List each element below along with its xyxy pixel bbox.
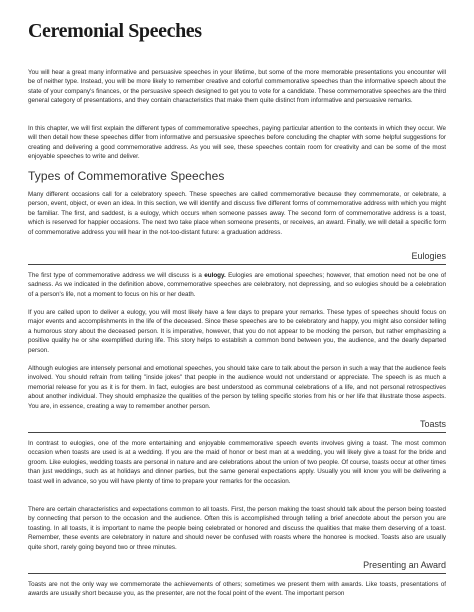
eulogies-paragraph-2: If you are called upon to deliver a eulogy, you will most likely have a few days to prepare your remarks. These types of speeches should focus on major events and accomplishments in the life of the deceased. Since these speeches are to be celebratory and happy, you might also consider telling a humorous story about the deceased person. It is imperative, however, that you do not appear to be mocking the person, but rather emphasizing a positive quality he or she exemplified during life. This story helps to establish a common bond between you, the audience, and the dearly departed person.	[28, 309, 446, 354]
section-divider	[28, 573, 446, 574]
eulogy-term: eulogy.	[204, 272, 226, 279]
section-divider	[28, 432, 446, 433]
section-heading-types: Types of Commemorative Speeches	[28, 169, 225, 183]
section-divider	[28, 264, 446, 265]
toasts-paragraph-2: There are certain characteristics and expectations common to all toasts. First, the person making the toast should talk about the person being toasted by connecting that person to the occasion and the audience. Often this is accomplished through telling a brief anecdote about the person you are toasting. In all toasts, it is important to name the people being celebrated or honored and discuss the qualities that make them deserving of a toast. Remember, these events are celebratory in nature and should never be confused with roasts where the honoree is mocked. Toasts also are usually quite short, rarely going beyond two or three minutes.	[28, 506, 446, 551]
eulogies-p1-text-after: Eulogies are emotional speeches; however, that emotion need not be one of sadness. As we indicated in the definition above, commemorative speeches are celebratory, not depressing, and so eulogies should be a celebration of a person's life, not a moment to focus on his or her death.	[28, 272, 447, 298]
page-title: Ceremonial Speeches	[28, 20, 202, 42]
eulogies-paragraph-1	[28, 271, 446, 299]
eulogies-paragraph-3: Although eulogies are intensely personal and emotional speeches, you should take care to talk about the person in such a way that the audience feels involved. You should refrain from telling "inside jokes" that people in the audience would not understand or appreciate. The speech is as much a memorial release for you as it is for them. In fact, eulogies are best understood as communal celebrations of a life, and not personal retrospectives about another individual. They should emphasize the qualities of the person by telling specific stories from his or her life that illustrate those aspects. You are, in essence, creating a way to remember another person.	[28, 365, 446, 410]
types-paragraph-1: Many different occasions call for a celebratory speech. These speeches are called commemorative because they commemorate, or celebrate, a person, event, object, or even an idea. In this section, we will identify and discuss five different forms of commemorative address with which you might be familiar. The first, and saddest, is a eulogy, which occurs when someone passes away. The second form of commemorative address is a toast, which is reserved for happier occasions. The next two take place when someone presents, or receives, an award. Finally, we will detail a specific form of commemorative address you will hear in the not-too-distant future: a graduation address.	[28, 191, 446, 236]
intro-paragraph-2: In this chapter, we will first explain the different types of commemorative speeches, paying particular attention to the contexts in which they occur. We will then detail how these speeches differ from informative and persuasive speeches before concluding the chapter with some helpful suggestions for creating and delivering a good commemorative address. As you will see, these speeches contain room for creativity and can be some of the most enjoyable speeches to write and deliver.	[28, 125, 446, 161]
intro-paragraph-1: You will hear a great many informative and persuasive speeches in your lifetime, but some of the more memorable presentations you encounter will be of neither type. Instead, you will be more likely to remember creative and colorful commemorative speeches than the informative speech about the state of your company's finances, or the persuasive speech designed to get you to vote for a candidate. These commemorative speeches are the third general category of presentations, and they contain characteristics that make them quite distinct from informative and persuasive remarks.	[28, 69, 446, 105]
subsection-heading-toasts: Toasts	[419, 419, 446, 429]
toasts-paragraph-1: In contrast to eulogies, one of the more entertaining and enjoyable commemorative speech events involves giving a toast. The most common occasion when toasts are used is at a wedding. If you are the maid of honor or best man at a wedding, you will likely give a toast for the bride and groom. Like eulogies, wedding toasts are personal in nature and are celebrations about the union of two people. Of course, toasts occur at other times than just weddings, such as at holidays and dinner parties, but the same general expectations apply. Usually you will know you will be delivering a toast well in advance, so you will have plenty of time to prepare your remarks for the occasion.	[28, 440, 446, 485]
subsection-heading-presenting-award: Presenting an Award	[363, 560, 446, 570]
eulogies-p1-text-before: The first type of commemorative address we will discuss is a	[28, 272, 205, 279]
subsection-heading-eulogies: Eulogies	[411, 251, 446, 261]
award-paragraph-1: Toasts are not the only way we commemorate the achievements of others; sometimes we present them with awards. Like toasts, presentations of awards are usually short because you, as the presenter, are not the focal point of the event. The important person	[28, 581, 446, 598]
